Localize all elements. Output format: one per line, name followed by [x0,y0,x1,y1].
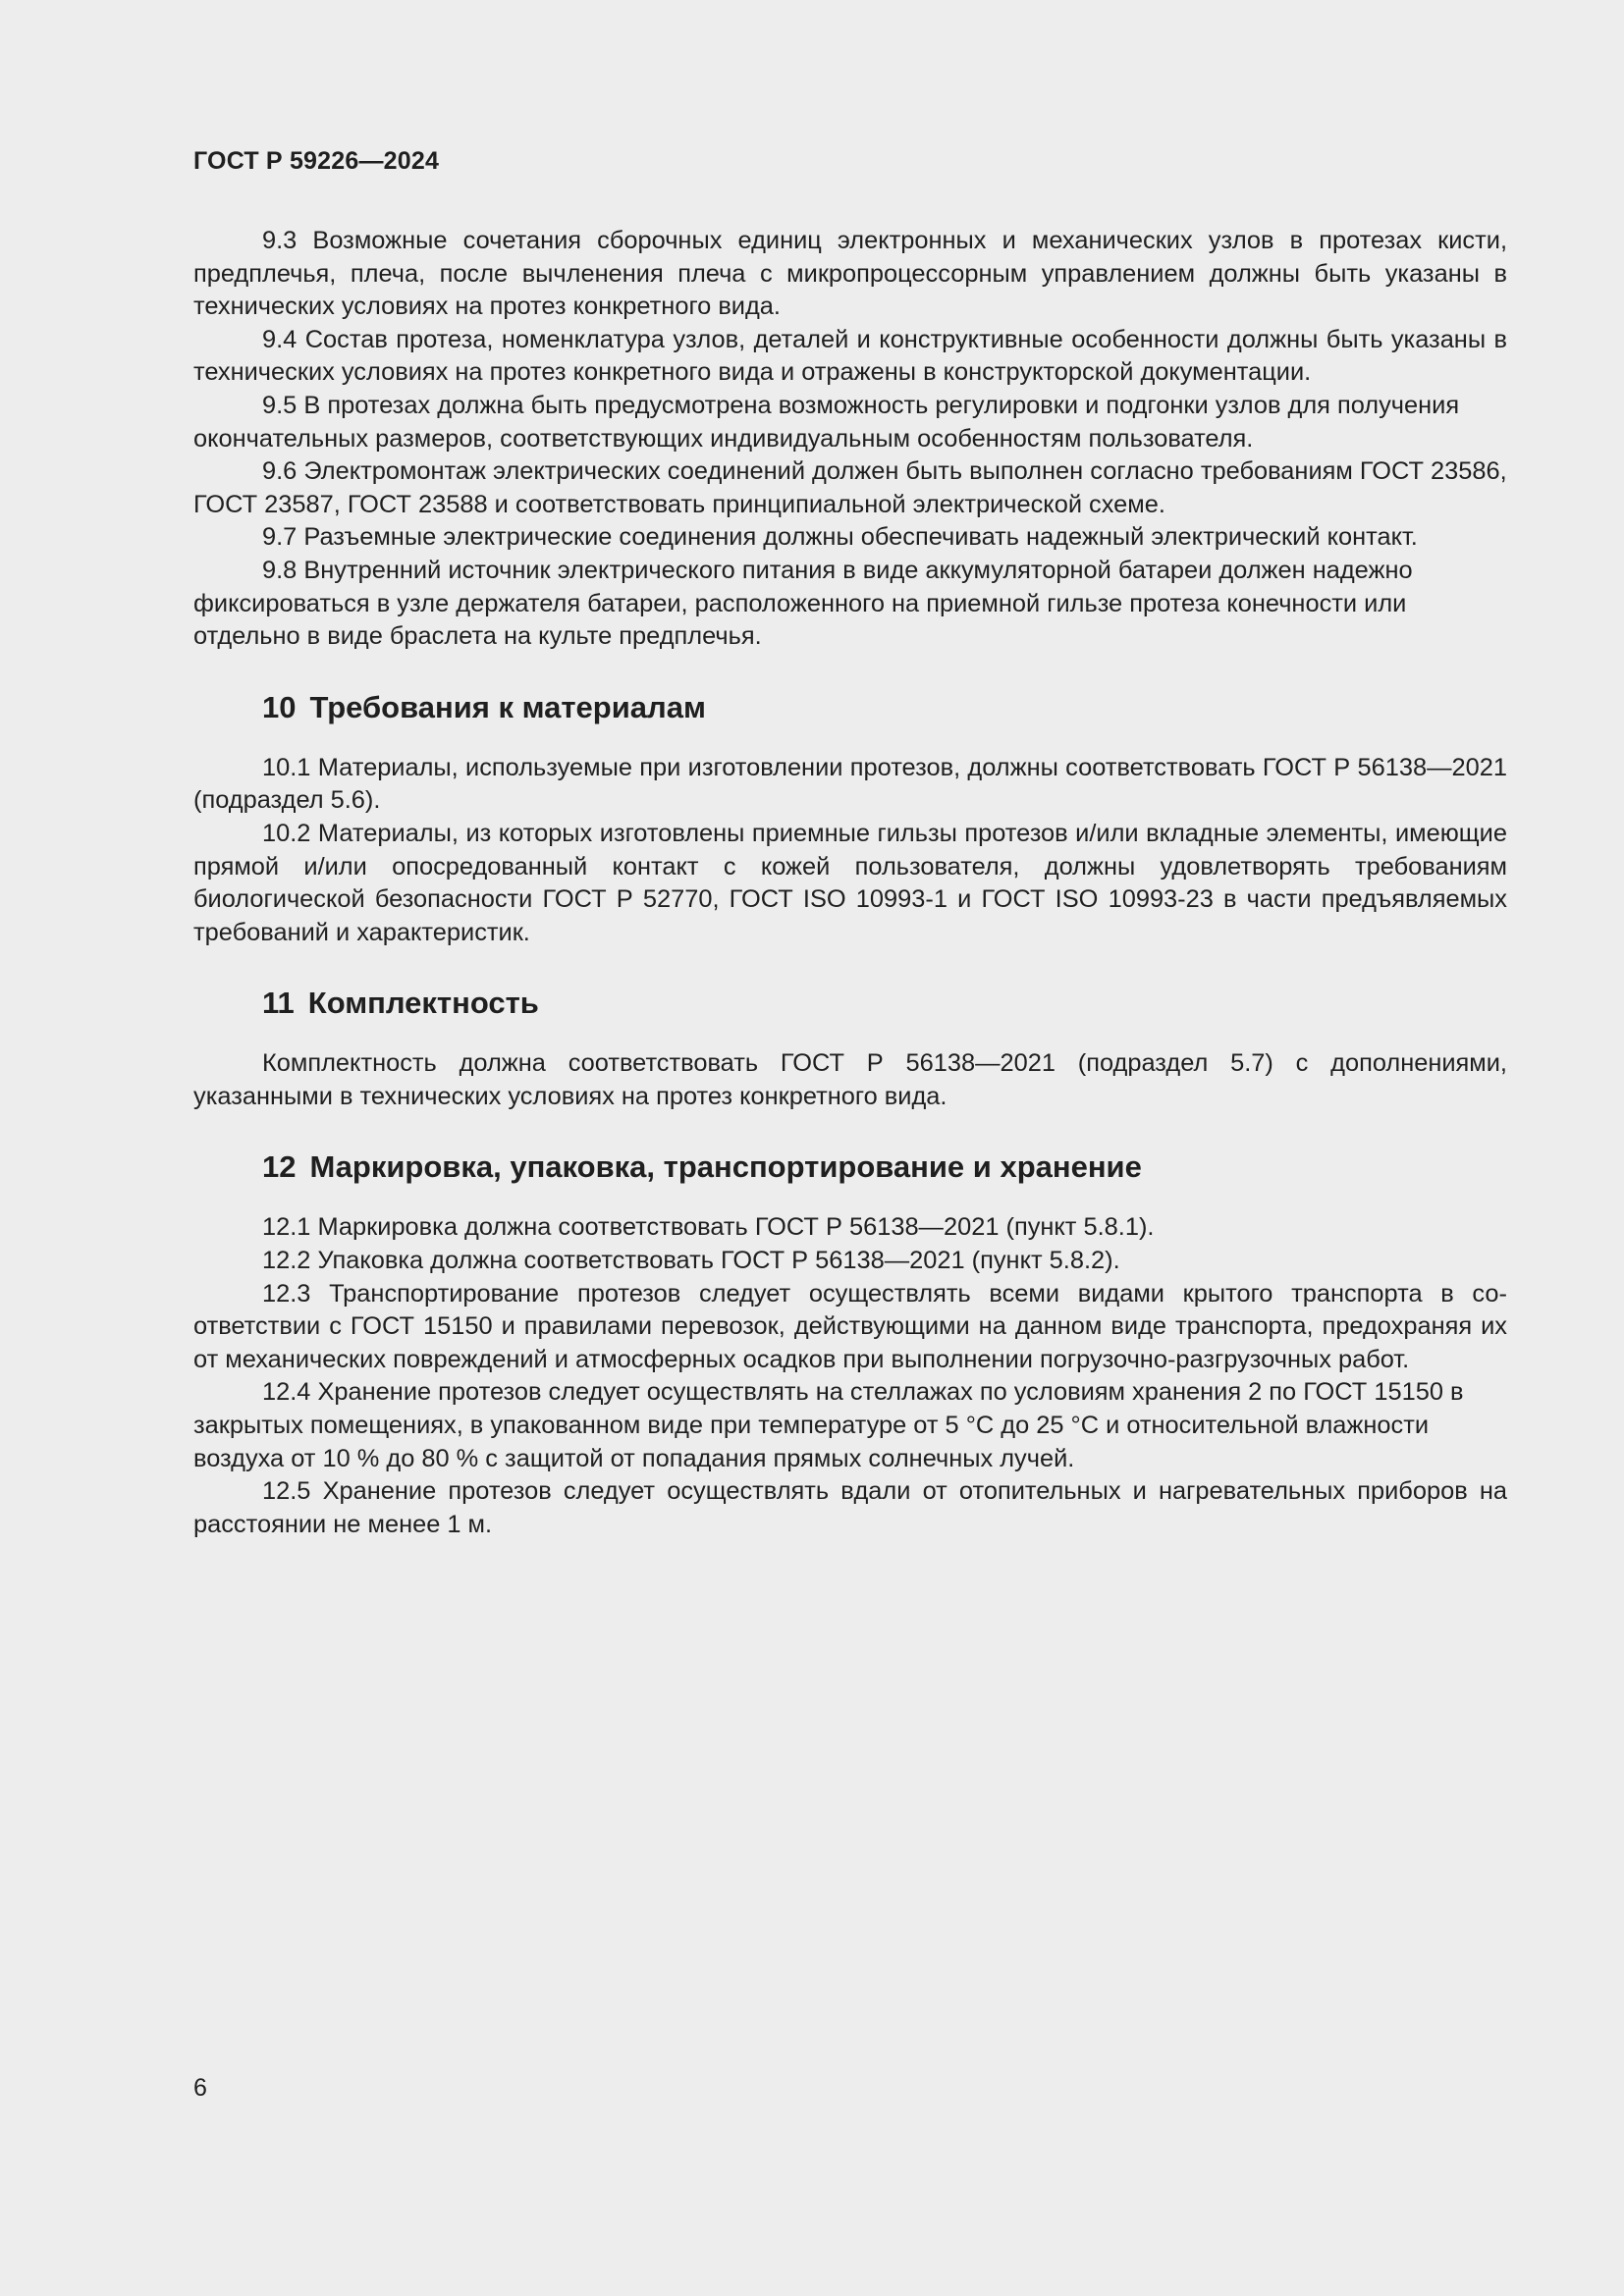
page-number: 6 [193,2074,207,2102]
section-heading-12 [193,1148,1507,1187]
section-title: Комплектность [307,986,539,1021]
paragraph-12-3: 12.3 Транспортирование протезов следует осуществлять всеми видами крытого транспорта в соответствии с ГОСТ 15150 и правилами перевозок, действующими на данном виде транспорта, предохраняя их от механических повреждений и атмосферных осадков при выполнении погрузочно-разгрузочных работ. [193,1279,1507,1373]
paragraph-11: Комплектность должна соответствовать ГОСТ Р 56138—2021 (подраздел 5.7) с дополнениями, указанными в технических условиях на протез конкретного вида. [193,1049,1507,1110]
paragraph-10-2: 10.2 Материалы, из которых изготовлены приемные гильзы протезов и/или вкладные элементы, имеющие прямой и/или опосредованный контакт с кожей пользователя, должны удовлетворять требованиям биологической безопасности ГОСТ Р 52770, ГОСТ ISO 10993-1 и ГОСТ ISO 10993-23 в части предъявляемых требований и характеристик. [193,819,1507,946]
document-body [193,225,1507,1541]
paragraph-12-2: 12.2 Упаковка должна соответствовать ГОСТ Р 56138—2021 (пункт 5.8.2). [262,1247,1120,1275]
paragraph-9-5: 9.5 В протезах должна быть предусмотрена возможность регулировки и подгонки узлов для получения окончательных размеров, соответствующих индивидуальным особенностям пользователя. [193,391,1460,453]
paragraph-12-5: 12.5 Хранение протезов следует осуществлять вдали от отопительных и нагревательных приборов на расстоянии не менее 1 м. [193,1477,1507,1538]
paragraph-9-8: 9.8 Внутренний источник электрического питания в виде аккумуляторной батареи должен надежно фиксироваться в узле держателя батареи, расположенного на приемной гильзе протеза конечности или отдельно в виде браслета на культе предплечья. [193,556,1413,651]
section-number: 12 [262,1149,297,1185]
section-number: 10 [262,689,297,724]
paragraph-12-1: 12.1 Маркировка должна соответствовать ГОСТ Р 56138—2021 (пункт 5.8.1). [262,1213,1155,1242]
paragraph-10-1: 10.1 Материалы, используемые при изготовлении протезов, должны соответствовать ГОСТ Р 56138—2021 (подраздел 5.6). [193,753,1507,815]
section-number: 11 [262,986,295,1021]
section-heading-11 [193,984,1507,1023]
paragraph-9-4: 9.4 Состав протеза, номенклатура узлов, деталей и конструктивные особенности должны быть указаны в технических условиях на протез конкретного вида и отражены в конструкторской документации. [193,325,1507,387]
section-title: Требования к материалам [309,689,706,724]
paragraph-9-7: 9.7 Разъемные электрические соединения должны обеспечивать надежный электрический контакт. [262,523,1418,552]
paragraph-9-3: 9.3 Возможные сочетания сборочных единиц электронных и механических узлов в протезах кисти, предплечья, плеча, после вычленения плеча с микропроцессорным управлением должны быть указаны в технических условиях на протез конкретного вида. [193,227,1507,321]
paragraph-9-6: 9.6 Электромонтаж электрических соединений должен быть выполнен согласно требованиям ГОСТ 23586, ГОСТ 23587, ГОСТ 23588 и соответствовать принципиальной электрической схеме. [193,457,1507,518]
section-heading-10 [193,688,1507,727]
paragraph-12-4: 12.4 Хранение протезов следует осуществлять на стеллажах по условиям хранения 2 по ГОСТ 15150 в закрытых помещениях, в упакованном виде при температуре от 5 °С до 25 °С и относительной влажности воздуха от 10 % до 80 % с защитой от попадания прямых солнечных лучей. [193,1378,1464,1472]
section-title: Маркировка, упаковка, транспортирование и хранение [309,1149,1142,1185]
document-header: ГОСТ Р 59226—2024 [193,147,440,175]
